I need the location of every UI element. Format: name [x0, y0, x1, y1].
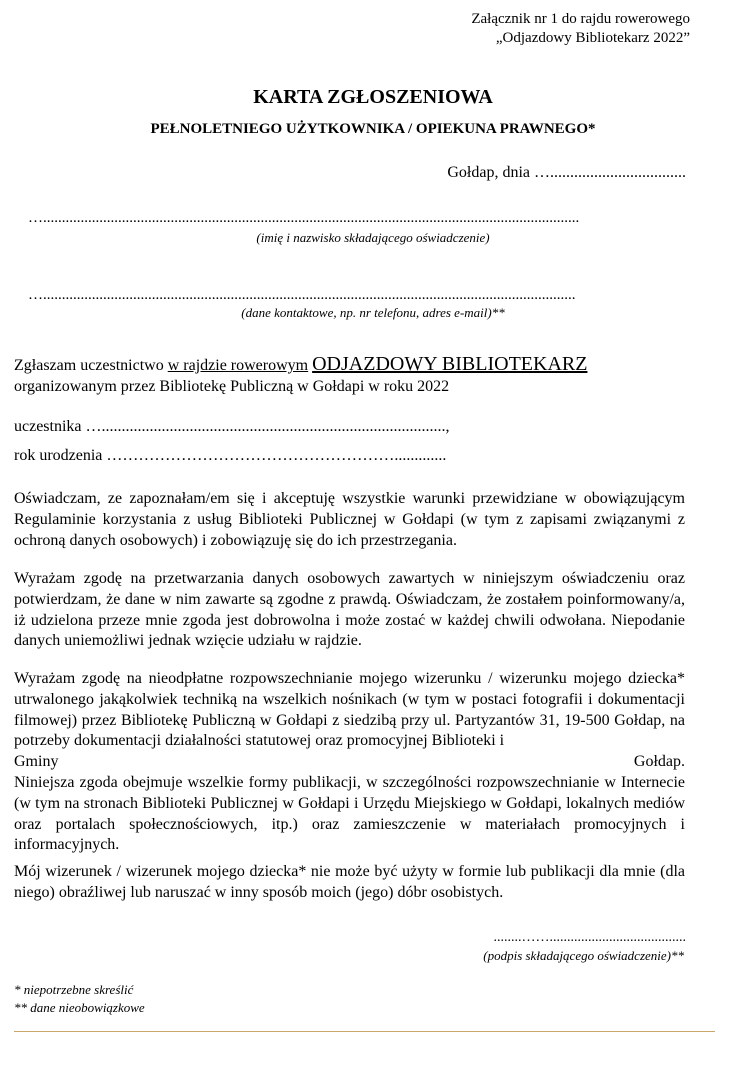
name-field-caption: (imię i nazwisko składającego oświadczenie) [256, 230, 490, 245]
entry-text-rally: w rajdzie rowerowym [167, 357, 309, 374]
place-date-field[interactable]: Gołdap, dnia ….................................. [447, 164, 686, 181]
entry-organizer: organizowanym przez Bibliotekę Publiczną w Gołdapi w roku 2022 [14, 378, 450, 395]
contact-field[interactable]: ….............................................................................................................................................. [28, 287, 576, 303]
declaration-data-processing: Wyrażam zgodę na przetwarzania danych osobowych zawartych w niniejszym oświadczeniu oraz potwierdzam, że dane w nim zawarte są zgodne z prawdą. Oświadczam, że zostałem poinformowany/a, iż udzielona przeze mnie zgoda jest dobrowolna i może zostać w każdej chwili odwołana. Niepodanie danych uniemożliwi jednak wzięcie udziału w rajdzie. [14, 570, 685, 650]
footnote-1: * niepotrzebne skreślić [14, 982, 134, 997]
footnote-2: ** dane nieobowiązkowe [14, 1000, 145, 1015]
contact-field-caption: (dane kontaktowe, np. nr telefonu, adres e-mail)** [241, 305, 505, 320]
image-consent-text: Wyrażam zgodę na nieodpłatne rozpowszechnianie mojego wizerunku / wizerunku mojego dziecka* utrwalonego jakąkolwiek techniką na wszelkich nośnikach (w tym w postaci fotografii i dokumentacji filmowej) przez Bibliotekę Publiczną w Gołdapi z siedzibą przy ul. Partyzantów 31, 19-500 Gołdap, na potrzeby dokumentacji działalności statutowej oraz promocyjnej Biblioteki i [14, 670, 685, 750]
document-title: KARTA ZGŁOSZENIOWA [253, 86, 493, 108]
entry-text-1: Zgłaszam uczestnictwo [14, 357, 168, 374]
footer-divider [14, 1031, 715, 1032]
declaration-regulations: Oświadczam, ze zapoznałam/em się i akceptuję wszystkie warunki przewidziane w obowiązującym Regulaminie korzystania z usług Biblioteki Publicznej w Gołdapi (w tym z zapisami związanymi z ochroną danych osobowych) i zobowiązuję się do ich przestrzegania. [14, 490, 685, 549]
entry-statement [14, 353, 587, 376]
footnotes [14, 981, 145, 1017]
image-consent-gmina [14, 752, 685, 773]
declaration-image-consent [14, 669, 685, 856]
gmina-right: Gołdap. [633, 753, 685, 771]
document-subtitle: PEŁNOLETNIEGO UŻYTKOWNIKA / OPIEKUNA PRAWNEGO* [150, 121, 596, 137]
image-consent-publication: Niniejsza zgoda obejmuje wszelkie formy publikacji, w szczególności rozpowszechnianie w Internecie (w tym na stronach Biblioteki Publicznej w Gołdapi i Urzędu Miejskiego w Gołdapi, lokalnych mediów oraz portalach społecznościowych, itp.) oraz zamieszczenie w materiałach promocyjnych i informacyjnych. [14, 773, 685, 854]
annex-line-2: „Odjazdowy Bibliotekarz 2022” [495, 30, 690, 46]
signature-field[interactable]: ........……....................................... [493, 930, 686, 945]
birth-year-field[interactable]: rok urodzenia ………………………………………………............. [14, 447, 447, 464]
gmina-left: Gminy [14, 753, 59, 771]
participant-field[interactable]: uczestnika …......................................................................................, [14, 418, 450, 435]
name-field[interactable]: …............................................................................................................................................... [28, 210, 580, 226]
annex-note [471, 10, 690, 48]
event-name: ODJAZDOWY BIBLIOTEKARZ [312, 353, 588, 375]
declaration-image-rights: Mój wizerunek / wizerunek mojego dziecka* nie może być użyty w formie lub publikacji dla mnie (dla niego) obraźliwej lub naruszać w inny sposób moich (jego) dóbr osobistych. [14, 863, 685, 901]
signature-caption: (podpis składającego oświadczenie)** [483, 948, 684, 963]
annex-line-1: Załącznik nr 1 do rajdu rowerowego [471, 11, 690, 27]
